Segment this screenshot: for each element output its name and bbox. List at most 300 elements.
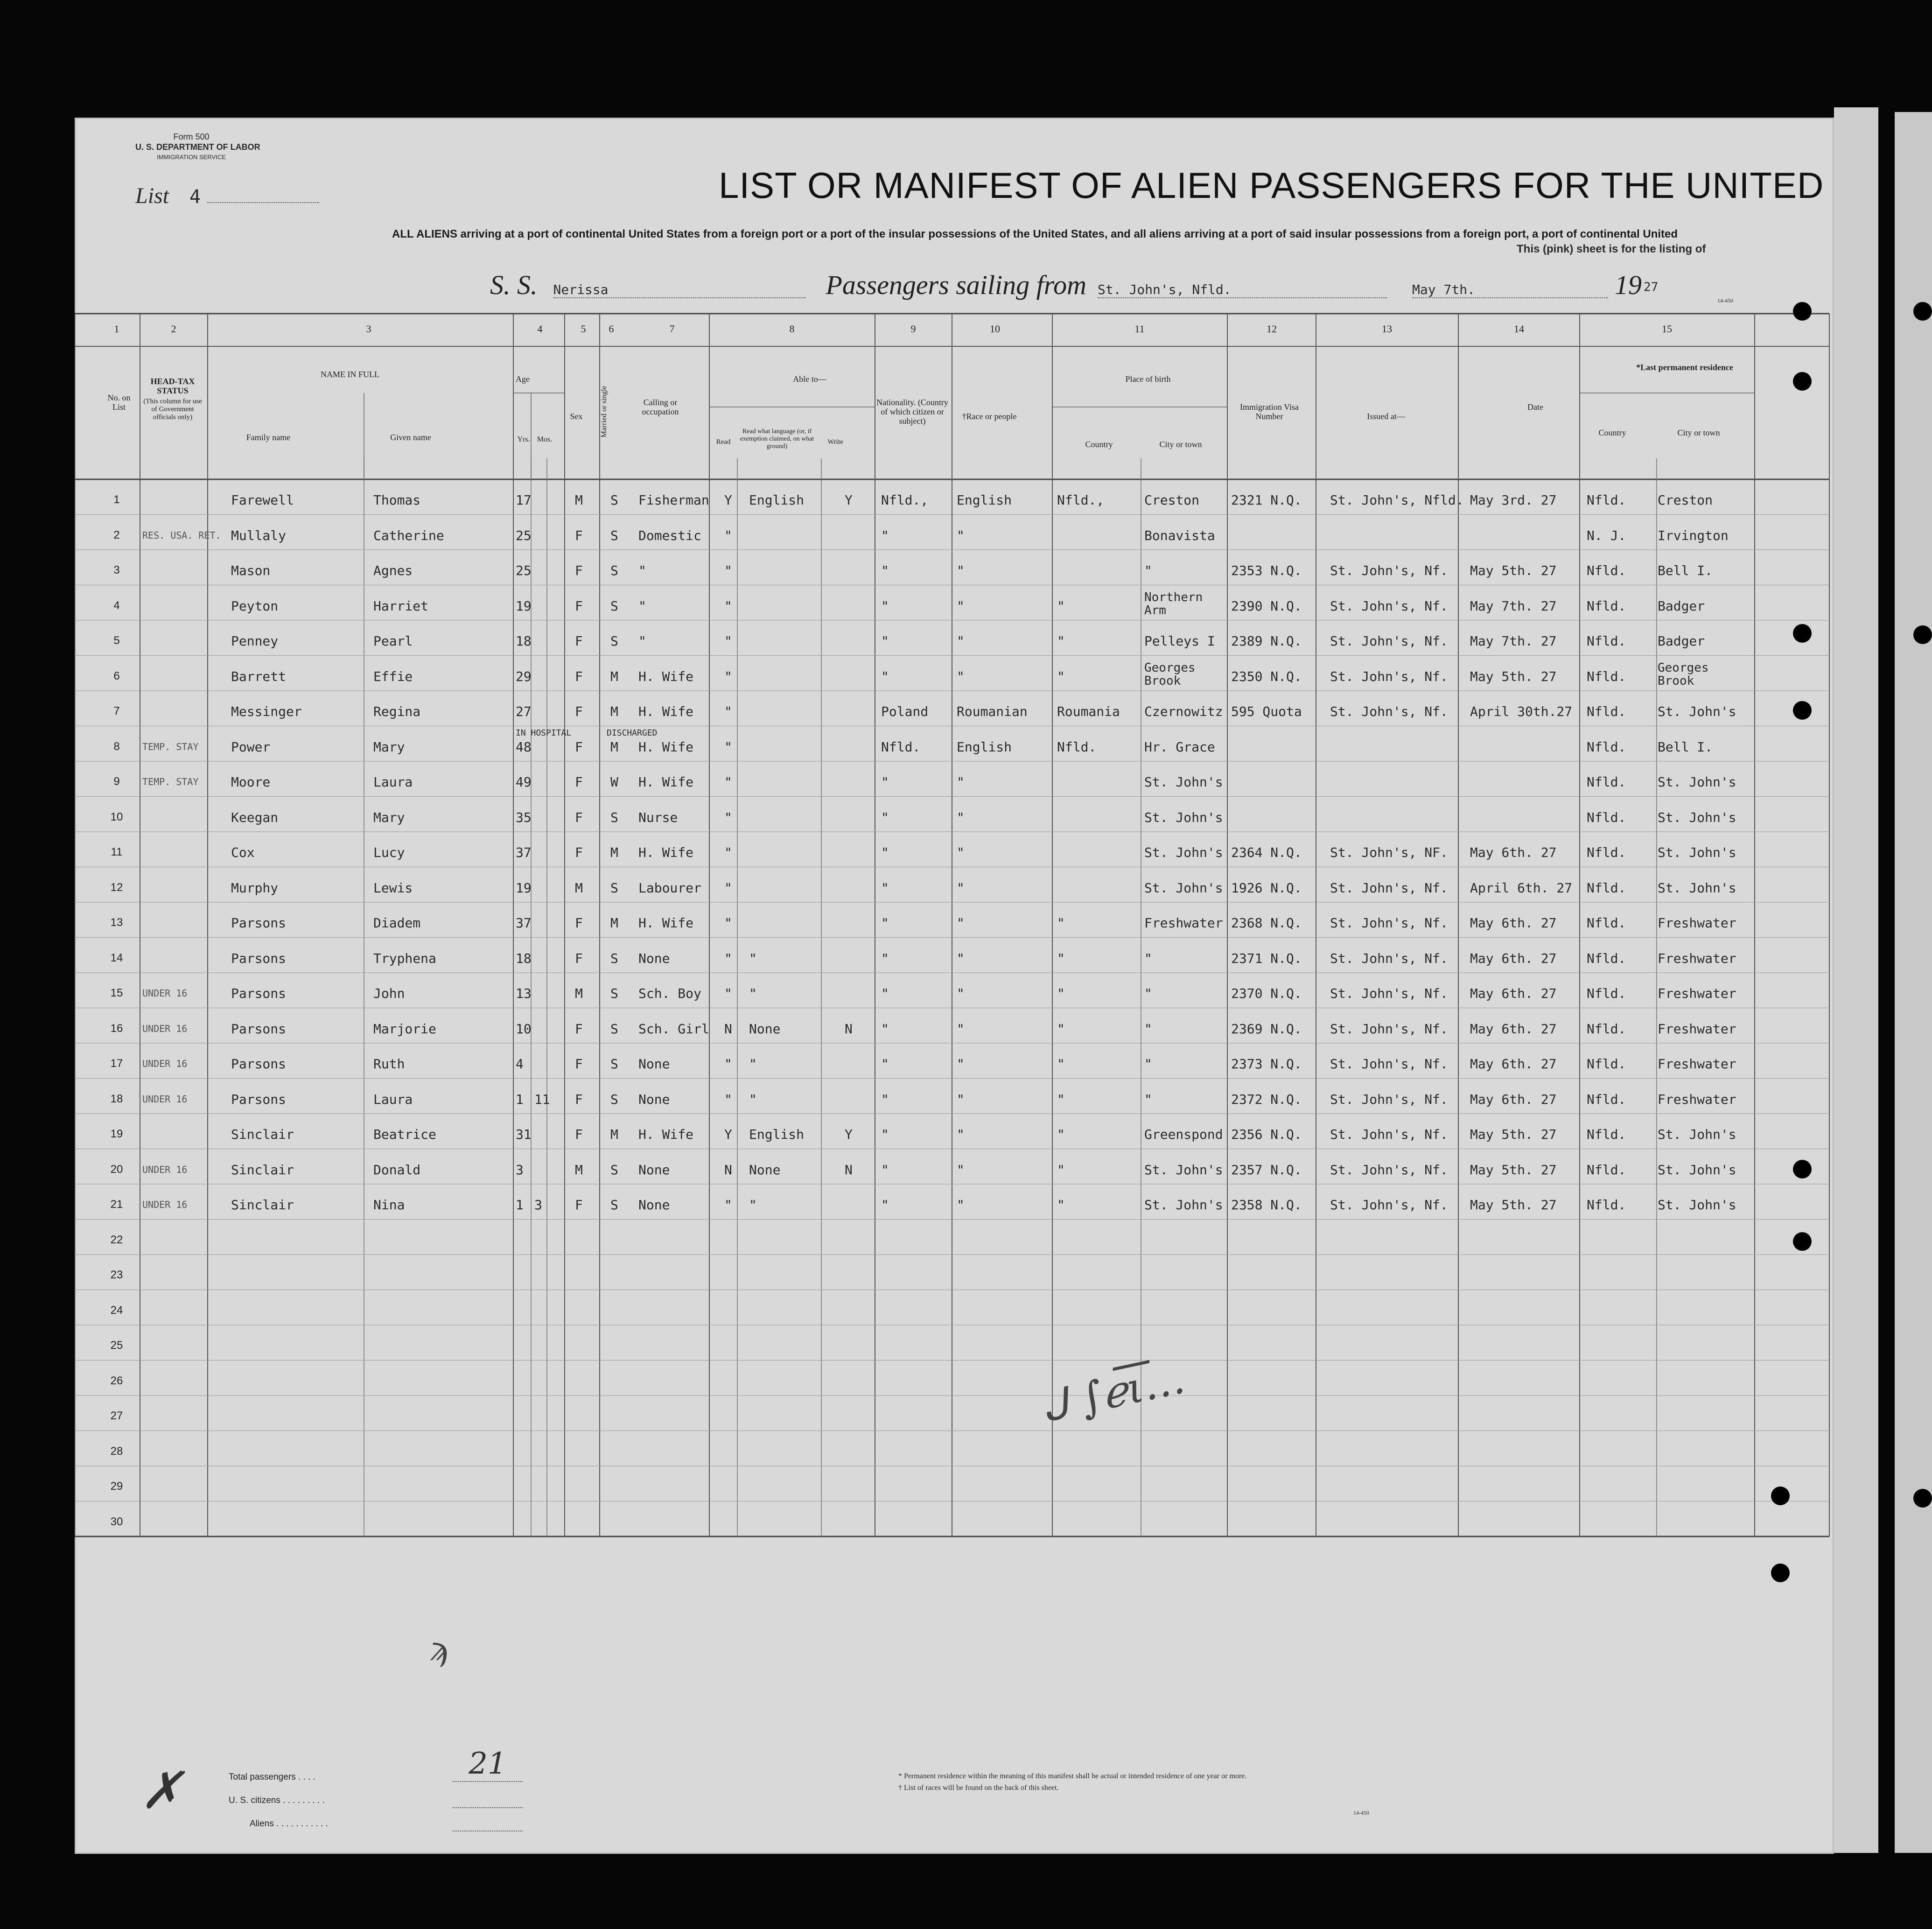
age-years-cell: 49 — [516, 774, 532, 790]
issued-at-cell: St. John's, Nf. — [1330, 563, 1448, 578]
read-cell: " — [724, 704, 732, 719]
binder-hole — [1913, 1489, 1932, 1508]
issued-at-cell: St. John's, Nf. — [1330, 704, 1448, 719]
res-country-cell: Nfld. — [1587, 1197, 1626, 1213]
date-cell: April 30th.27 — [1470, 704, 1573, 719]
nationality-cell: " — [881, 668, 889, 684]
res-city-cell: St. John's — [1658, 845, 1736, 860]
marital-status-cell: M — [610, 915, 618, 931]
res-country-cell: Nfld. — [1587, 739, 1626, 755]
visa-number-cell: 2369 N.Q. — [1231, 1021, 1302, 1037]
header-read-language: Read what language (or, if exemption claimed, on what ground) — [740, 428, 814, 450]
occupation-cell: H. Wife — [638, 915, 694, 931]
nationality-cell: " — [881, 1162, 889, 1178]
visa-number-cell: 1926 N.Q. — [1231, 880, 1302, 896]
visa-number-cell: 2371 N.Q. — [1231, 950, 1302, 966]
sex-cell: F — [575, 915, 583, 931]
birth-city-cell: St. John's — [1144, 845, 1223, 860]
header-date: Date — [1527, 402, 1543, 412]
birth-country-cell: " — [1057, 633, 1065, 649]
date-cell: May 6th. 27 — [1470, 845, 1557, 860]
date-cell: May 5th. 27 — [1470, 1127, 1557, 1142]
row-number: 16 — [110, 1022, 123, 1035]
nationality-cell: " — [881, 986, 889, 1001]
sex-cell: F — [575, 809, 583, 825]
row-number: 10 — [110, 810, 123, 823]
row-number: 6 — [113, 669, 120, 682]
res-country-cell: Nfld. — [1587, 1127, 1626, 1142]
row-number: 1 — [113, 493, 120, 506]
birth-city-cell: Bonavista — [1144, 527, 1215, 543]
head-tax-cell: UNDER 16 — [142, 1199, 188, 1210]
visa-number-cell: 2389 N.Q. — [1231, 633, 1302, 649]
res-city-cell: St. John's — [1658, 880, 1736, 896]
res-country-cell: Nfld. — [1587, 950, 1626, 966]
header-visa-number: Immigration Visa Number — [1239, 402, 1299, 421]
read-cell: Y — [724, 1127, 732, 1142]
column-number: 5 — [581, 323, 586, 335]
marital-status-cell: S — [610, 1021, 618, 1037]
res-country-cell: Nfld. — [1587, 633, 1626, 649]
marital-status-cell: S — [610, 1056, 618, 1072]
occupation-cell: Fisherman — [638, 492, 709, 508]
read-cell: N — [724, 1162, 732, 1178]
res-country-cell: Nfld. — [1587, 809, 1626, 825]
marital-status-cell: S — [610, 598, 618, 614]
birth-city-cell: Hr. Grace — [1144, 739, 1215, 755]
header-race: †Race or people — [962, 412, 1017, 421]
nationality-cell: " — [881, 880, 889, 896]
race-cell: English — [957, 739, 1012, 755]
marital-status-cell: M — [610, 845, 618, 860]
head-tax-cell: UNDER 16 — [142, 1023, 188, 1034]
column-number: 4 — [537, 323, 543, 335]
header-given-name: Given name — [390, 433, 431, 442]
binder-hole — [1793, 1160, 1812, 1178]
birth-country-cell: " — [1057, 1127, 1065, 1142]
sex-cell: F — [575, 704, 583, 719]
header-birth-country: Country — [1085, 440, 1113, 449]
res-city-cell: Freshwater — [1658, 1091, 1736, 1107]
sex-cell: F — [575, 598, 583, 614]
head-tax-cell: UNDER 16 — [142, 1164, 188, 1175]
row-number: 30 — [110, 1515, 123, 1528]
given-name-cell: Marjorie — [373, 1021, 436, 1037]
occupation-cell: None — [638, 1197, 670, 1213]
race-cell: " — [957, 845, 965, 860]
nationality-cell: " — [881, 845, 889, 860]
birth-city-cell: " — [1144, 950, 1152, 966]
visa-number-cell: 2390 N.Q. — [1231, 598, 1302, 614]
list-label: List — [135, 183, 169, 208]
occupation-cell: None — [638, 1056, 670, 1072]
sex-cell: F — [575, 1197, 583, 1213]
row-number: 14 — [110, 951, 123, 964]
head-tax-cell: UNDER 16 — [142, 988, 188, 999]
age-years-cell: 37 — [516, 915, 532, 931]
sex-cell: M — [575, 492, 583, 508]
form-code-bottom: 14-450 — [1353, 1810, 1369, 1816]
date-cell: May 6th. 27 — [1470, 950, 1557, 966]
row-number: 5 — [113, 634, 120, 647]
sex-cell: F — [575, 845, 583, 860]
given-name-cell: Mary — [373, 739, 405, 755]
age-years-cell: 17 — [516, 492, 532, 508]
res-country-cell: Nfld. — [1587, 986, 1626, 1001]
subtitle-line2: This (pink) sheet is for the listing of — [1517, 243, 1706, 255]
res-country-cell: Nfld. — [1587, 563, 1626, 578]
race-cell: " — [957, 1091, 965, 1107]
read-cell: " — [724, 774, 732, 790]
family-name-cell: Sinclair — [231, 1127, 294, 1142]
birth-city-cell: St. John's — [1144, 774, 1223, 790]
row-number: 24 — [110, 1304, 123, 1317]
res-city-cell: St. John's — [1658, 1162, 1736, 1178]
date-cell: May 6th. 27 — [1470, 915, 1557, 931]
read-cell: " — [724, 527, 732, 543]
header-mos: Mos. — [537, 435, 553, 443]
age-years-cell: 13 — [516, 986, 532, 1001]
res-city-cell: St. John's — [1658, 774, 1736, 790]
res-country-cell: Nfld. — [1587, 774, 1626, 790]
issued-at-cell: St. John's, Nf. — [1330, 1127, 1448, 1142]
read-cell: " — [724, 986, 732, 1001]
nationality-cell: " — [881, 1021, 889, 1037]
binder-hole — [1771, 1564, 1790, 1582]
birth-city-cell: Northern Arm — [1144, 590, 1203, 617]
res-city-cell: St. John's — [1658, 1197, 1736, 1213]
family-name-cell: Parsons — [231, 950, 287, 966]
issued-at-cell: St. John's, Nf. — [1330, 1056, 1448, 1072]
race-cell: " — [957, 563, 965, 578]
column-number: 12 — [1267, 323, 1277, 335]
issued-at-cell: St. John's, NF. — [1330, 845, 1448, 860]
birth-city-cell: " — [1144, 986, 1152, 1001]
nationality-cell: " — [881, 1091, 889, 1107]
read-language-cell: " — [749, 1056, 757, 1072]
age-years-cell: 48 — [516, 739, 532, 755]
list-value: 4 — [189, 186, 201, 208]
given-name-cell: Pearl — [373, 633, 413, 649]
given-name-cell: Nina — [373, 1197, 405, 1213]
header-head-tax: HEAD-TAX STATUS — [150, 377, 195, 395]
row-number: 7 — [113, 705, 120, 717]
year-suffix: 27 — [1644, 280, 1659, 295]
visa-number-cell: 2370 N.Q. — [1231, 986, 1302, 1001]
family-name-cell: Parsons — [231, 986, 287, 1001]
given-name-cell: Harriet — [373, 598, 429, 614]
read-cell: " — [724, 1197, 732, 1213]
issued-at-cell: St. John's, Nf. — [1330, 986, 1448, 1001]
given-name-cell: Mary — [373, 809, 405, 825]
header-res-country: Country — [1598, 428, 1626, 437]
row-number: 15 — [110, 987, 123, 999]
nationality-cell: " — [881, 527, 889, 543]
header-last-residence: *Last permanent residence — [1636, 363, 1733, 372]
marital-status-cell: M — [610, 704, 618, 719]
age-years-cell: 29 — [516, 668, 532, 684]
read-cell: " — [724, 563, 732, 578]
marital-status-cell: M — [610, 739, 618, 755]
binder-hole — [1793, 302, 1812, 321]
occupation-cell: " — [638, 633, 646, 649]
read-language-cell: None — [749, 1162, 781, 1178]
birth-country-cell: " — [1057, 1162, 1065, 1178]
family-name-cell: Parsons — [231, 1021, 287, 1037]
sailing-from: St. John's, Nfld. — [1098, 282, 1387, 298]
sex-cell: F — [575, 950, 583, 966]
sex-cell: M — [575, 880, 583, 896]
race-cell: English — [957, 492, 1012, 508]
birth-country-cell: " — [1057, 1021, 1065, 1037]
head-tax-cell: TEMP. STAY — [142, 776, 199, 787]
row-number: 25 — [110, 1339, 123, 1352]
occupation-cell: Sch. Boy — [638, 986, 701, 1001]
us-citizens-value — [453, 1807, 523, 1808]
column-number: 7 — [669, 323, 675, 335]
res-city-cell: St. John's — [1658, 1127, 1736, 1142]
read-cell: " — [724, 633, 732, 649]
family-name-cell: Keegan — [231, 809, 279, 825]
year-prefix: 19 — [1615, 270, 1642, 300]
family-name-cell: Murphy — [231, 880, 279, 896]
visa-number-cell: 2321 N.Q. — [1231, 492, 1302, 508]
family-name-cell: Sinclair — [231, 1197, 294, 1213]
family-name-cell: Barrett — [231, 668, 287, 684]
issued-at-cell: St. John's, Nf. — [1330, 915, 1448, 931]
column-number: 1 — [114, 323, 119, 335]
age-years-cell: 1 — [516, 1091, 524, 1107]
date-cell: May 5th. 27 — [1470, 668, 1557, 684]
given-name-cell: Catherine — [373, 527, 444, 543]
read-cell: " — [724, 668, 732, 684]
read-cell: " — [724, 880, 732, 896]
binder-hole — [1793, 701, 1812, 720]
date-cell: May 5th. 27 — [1470, 1197, 1557, 1213]
read-language-cell: " — [749, 1091, 757, 1107]
age-years-cell: 25 — [516, 563, 532, 578]
header-read: Read — [716, 438, 731, 446]
birth-city-cell: St. John's — [1144, 809, 1223, 825]
visa-number-cell: 2357 N.Q. — [1231, 1162, 1302, 1178]
marital-status-cell: M — [610, 668, 618, 684]
age-years-cell: 31 — [516, 1127, 532, 1142]
birth-country-cell: Roumania — [1057, 704, 1120, 719]
read-cell: " — [724, 845, 732, 860]
issued-at-cell: St. John's, Nf. — [1330, 668, 1448, 684]
birth-city-cell: Greenspond — [1144, 1127, 1223, 1142]
read-cell: " — [724, 1091, 732, 1107]
header-write: Write — [827, 438, 843, 446]
read-cell: " — [724, 598, 732, 614]
marital-status-cell: S — [610, 950, 618, 966]
res-country-cell: N. J. — [1587, 527, 1626, 543]
occupation-cell: H. Wife — [638, 774, 694, 790]
given-name-cell: Diadem — [373, 915, 421, 931]
occupation-cell: None — [638, 1162, 670, 1178]
family-name-cell: Messinger — [231, 704, 302, 719]
marital-status-cell: W — [610, 774, 618, 790]
visa-number-cell: 2373 N.Q. — [1231, 1056, 1302, 1072]
date-cell: May 5th. 27 — [1470, 1162, 1557, 1178]
age-years-cell: 3 — [516, 1162, 524, 1178]
page-title: LIST OR MANIFEST OF ALIEN PASSENGERS FOR THE UNITED — [719, 165, 1824, 206]
row-number: 26 — [110, 1374, 123, 1387]
race-cell: Roumanian — [957, 704, 1028, 719]
race-cell: " — [957, 1162, 965, 1178]
birth-city-cell: Czernowitz — [1144, 704, 1223, 719]
res-city-cell: Freshwater — [1658, 1056, 1736, 1072]
family-name-cell: Parsons — [231, 1091, 287, 1107]
marital-status-cell: S — [610, 1162, 618, 1178]
binding-edge-left — [1834, 107, 1878, 1853]
race-cell: " — [957, 880, 965, 896]
nationality-cell: " — [881, 633, 889, 649]
occupation-cell: Sch. Girl — [638, 1021, 709, 1037]
issued-at-cell: St. John's, Nf. — [1330, 1091, 1448, 1107]
header-family-name: Family name — [246, 433, 291, 442]
column-number: 10 — [990, 323, 1000, 335]
column-number: 2 — [171, 323, 176, 335]
head-tax-cell: UNDER 16 — [142, 1058, 188, 1069]
occupation-cell: " — [638, 563, 646, 578]
header-place-of-birth: Place of birth — [1125, 374, 1171, 384]
family-name-cell: Moore — [231, 774, 271, 790]
res-country-cell: Nfld. — [1587, 668, 1626, 684]
family-name-cell: Parsons — [231, 1056, 287, 1072]
read-cell: Y — [724, 492, 732, 508]
ship-prefix: S. S. — [490, 270, 538, 300]
family-name-cell: Sinclair — [231, 1162, 294, 1178]
nationality-cell: " — [881, 950, 889, 966]
handwritten-total: ϡ — [429, 1630, 448, 1668]
column-number: 13 — [1382, 323, 1392, 335]
age-years-cell: 4 — [516, 1056, 524, 1072]
res-city-cell: Freshwater — [1658, 915, 1736, 931]
family-name-cell: Mullaly — [231, 527, 287, 543]
race-cell: " — [957, 774, 965, 790]
header-calling: Calling or occupation — [642, 398, 679, 416]
marital-status-cell: S — [610, 1197, 618, 1213]
birth-city-cell: " — [1144, 1091, 1152, 1107]
read-language-cell: " — [749, 1197, 757, 1213]
res-city-cell: Creston — [1658, 492, 1713, 508]
res-city-cell: Badger — [1658, 633, 1705, 649]
occupation-cell: Domestic — [638, 527, 701, 543]
sex-cell: F — [575, 774, 583, 790]
age-years-cell: 19 — [516, 598, 532, 614]
read-cell: " — [724, 950, 732, 966]
age-years-cell: 35 — [516, 809, 532, 825]
row-number: 3 — [113, 564, 120, 576]
given-name-cell: John — [373, 986, 405, 1001]
next-page-edge — [1895, 112, 1932, 1853]
given-name-cell: Laura — [373, 774, 413, 790]
column-number: 8 — [789, 323, 795, 335]
visa-number-cell: 2372 N.Q. — [1231, 1091, 1302, 1107]
discharged-note: DISCHARGED — [607, 728, 658, 738]
res-country-cell: Nfld. — [1587, 704, 1626, 719]
race-cell: " — [957, 986, 965, 1001]
race-cell: " — [957, 1197, 965, 1213]
occupation-cell: H. Wife — [638, 739, 694, 755]
sex-cell: F — [575, 633, 583, 649]
header-head-tax-note: (This column for use of Government officials only) — [143, 398, 202, 421]
total-passengers-value: 21 — [453, 1747, 523, 1782]
read-cell: " — [724, 739, 732, 755]
column-number: 9 — [910, 323, 916, 335]
issued-at-cell: St. John's, Nf. — [1330, 950, 1448, 966]
res-city-cell: Freshwater — [1658, 1021, 1736, 1037]
family-name-cell: Peyton — [231, 598, 279, 614]
write-cell: N — [845, 1021, 853, 1037]
marital-status-cell: S — [610, 1091, 618, 1107]
birth-country-cell: " — [1057, 598, 1065, 614]
date-cell: May 5th. 27 — [1470, 563, 1557, 578]
head-tax-cell: UNDER 16 — [142, 1093, 188, 1105]
birth-country-cell: " — [1057, 986, 1065, 1001]
birth-city-cell: Freshwater — [1144, 915, 1223, 931]
header-able-to: Able to— — [793, 374, 826, 384]
res-country-cell: Nfld. — [1587, 598, 1626, 614]
birth-city-cell: Creston — [1144, 492, 1200, 508]
sex-cell: F — [575, 1021, 583, 1037]
birth-city-cell: Georges Brook — [1144, 660, 1196, 688]
column-number: 3 — [366, 323, 371, 335]
sex-cell: F — [575, 563, 583, 578]
age-years-cell: 10 — [516, 1021, 532, 1037]
family-name-cell: Power — [231, 739, 271, 755]
family-name-cell: Parsons — [231, 915, 287, 931]
issued-at-cell: St. John's, Nf. — [1330, 880, 1448, 896]
sex-cell: M — [575, 1162, 583, 1178]
read-cell: " — [724, 915, 732, 931]
nationality-cell: Nfld. — [881, 739, 921, 755]
table-grid — [75, 118, 1834, 1854]
given-name-cell: Lewis — [373, 880, 413, 896]
visa-number-cell: 2353 N.Q. — [1231, 563, 1302, 578]
marital-status-cell: S — [610, 492, 618, 508]
head-tax-cell: RES. USA. RET. — [142, 529, 221, 541]
occupation-cell: H. Wife — [638, 668, 694, 684]
subtitle-line1: ALL ALIENS arriving at a port of continental United States from a foreign port or a port of the insular possessions of the United States, and all aliens arriving at a port of said insular possessions from a foreign port, a port of continental United — [392, 228, 1678, 240]
birth-country-cell: " — [1057, 668, 1065, 684]
res-city-cell: Georges Brook — [1658, 660, 1709, 688]
issued-at-cell: St. John's, Nfld. — [1330, 492, 1464, 508]
footnote-races: † List of races will be found on the back of this sheet. — [898, 1784, 1059, 1792]
write-cell: N — [845, 1162, 853, 1178]
column-number: 14 — [1514, 323, 1524, 335]
date-cell: May 6th. 27 — [1470, 1021, 1557, 1037]
handwritten-x-mark: ✗ — [140, 1761, 183, 1820]
race-cell: " — [957, 809, 965, 825]
race-cell: " — [957, 598, 965, 614]
birth-country-cell: " — [1057, 1056, 1065, 1072]
occupation-cell: None — [638, 950, 670, 966]
nationality-cell: Nfld., — [881, 492, 929, 508]
read-language-cell: None — [749, 1021, 781, 1037]
handwritten-signature: ᒍ ∫ℯ͞ι… — [1037, 1354, 1190, 1432]
issued-at-cell: St. John's, Nf. — [1330, 1197, 1448, 1213]
age-years-cell: 25 — [516, 527, 532, 543]
binder-hole — [1771, 1487, 1790, 1505]
age-years-cell: 37 — [516, 845, 532, 860]
read-cell: " — [724, 809, 732, 825]
birth-city-cell: St. John's — [1144, 880, 1223, 896]
row-number: 12 — [110, 881, 123, 894]
age-years-cell: 18 — [516, 950, 532, 966]
ship-name: Nerissa — [553, 282, 805, 298]
